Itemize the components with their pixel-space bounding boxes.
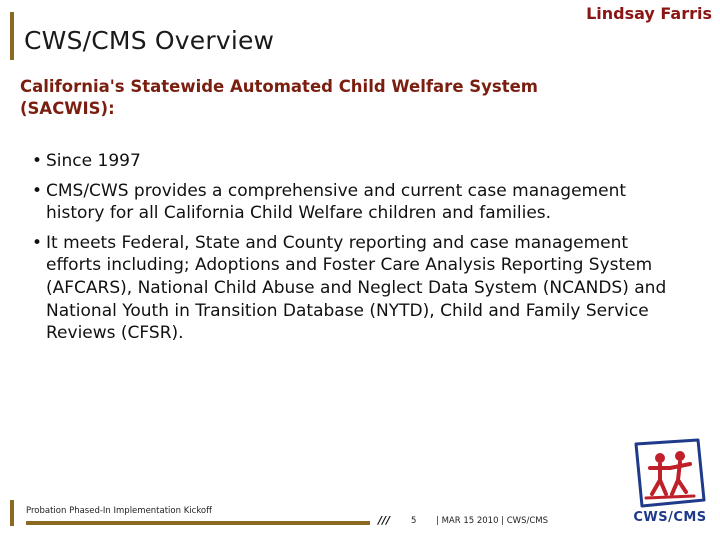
- subtitle-line-1: California's Statewide Automated Child Welfare System: [20, 77, 538, 96]
- presenter-name: Lindsay Farris: [586, 4, 712, 23]
- footer-separator: ///: [378, 514, 391, 527]
- footer-presentation-name: Probation Phased-In Implementation Kickoff: [26, 506, 212, 516]
- bullet-item: • Since 1997: [30, 150, 670, 173]
- bullet-item: • It meets Federal, State and County reporting and case management efforts including; Adoptions and Foster Care Analysis Reporting System (AFCARS), National Child Abuse and Neglect Data System (NCANDS) and National Youth in Transition Database (NYTD), Child and Family Service Reviews (CFSR).: [30, 232, 670, 345]
- children-figures-icon: [628, 436, 712, 510]
- slide-title: CWS/CMS Overview: [24, 26, 275, 55]
- cws-cms-logo: [628, 436, 712, 532]
- footer-meta: | MAR 15 2010 | CWS/CMS: [436, 516, 549, 526]
- bullet-item: • CMS/CWS provides a comprehensive and current case management history for all California Child Welfare children and families.: [30, 180, 670, 225]
- footer-divider-line: [26, 521, 370, 525]
- subtitle-line-2: (SACWIS):: [20, 99, 115, 118]
- slide-subtitle: [20, 76, 700, 120]
- footer-accent-bar: [10, 500, 14, 526]
- bullet-list: [30, 150, 670, 352]
- page-number: 5: [411, 516, 417, 526]
- title-accent-bar: [10, 12, 14, 60]
- logo-label: CWS/CMS: [633, 510, 707, 525]
